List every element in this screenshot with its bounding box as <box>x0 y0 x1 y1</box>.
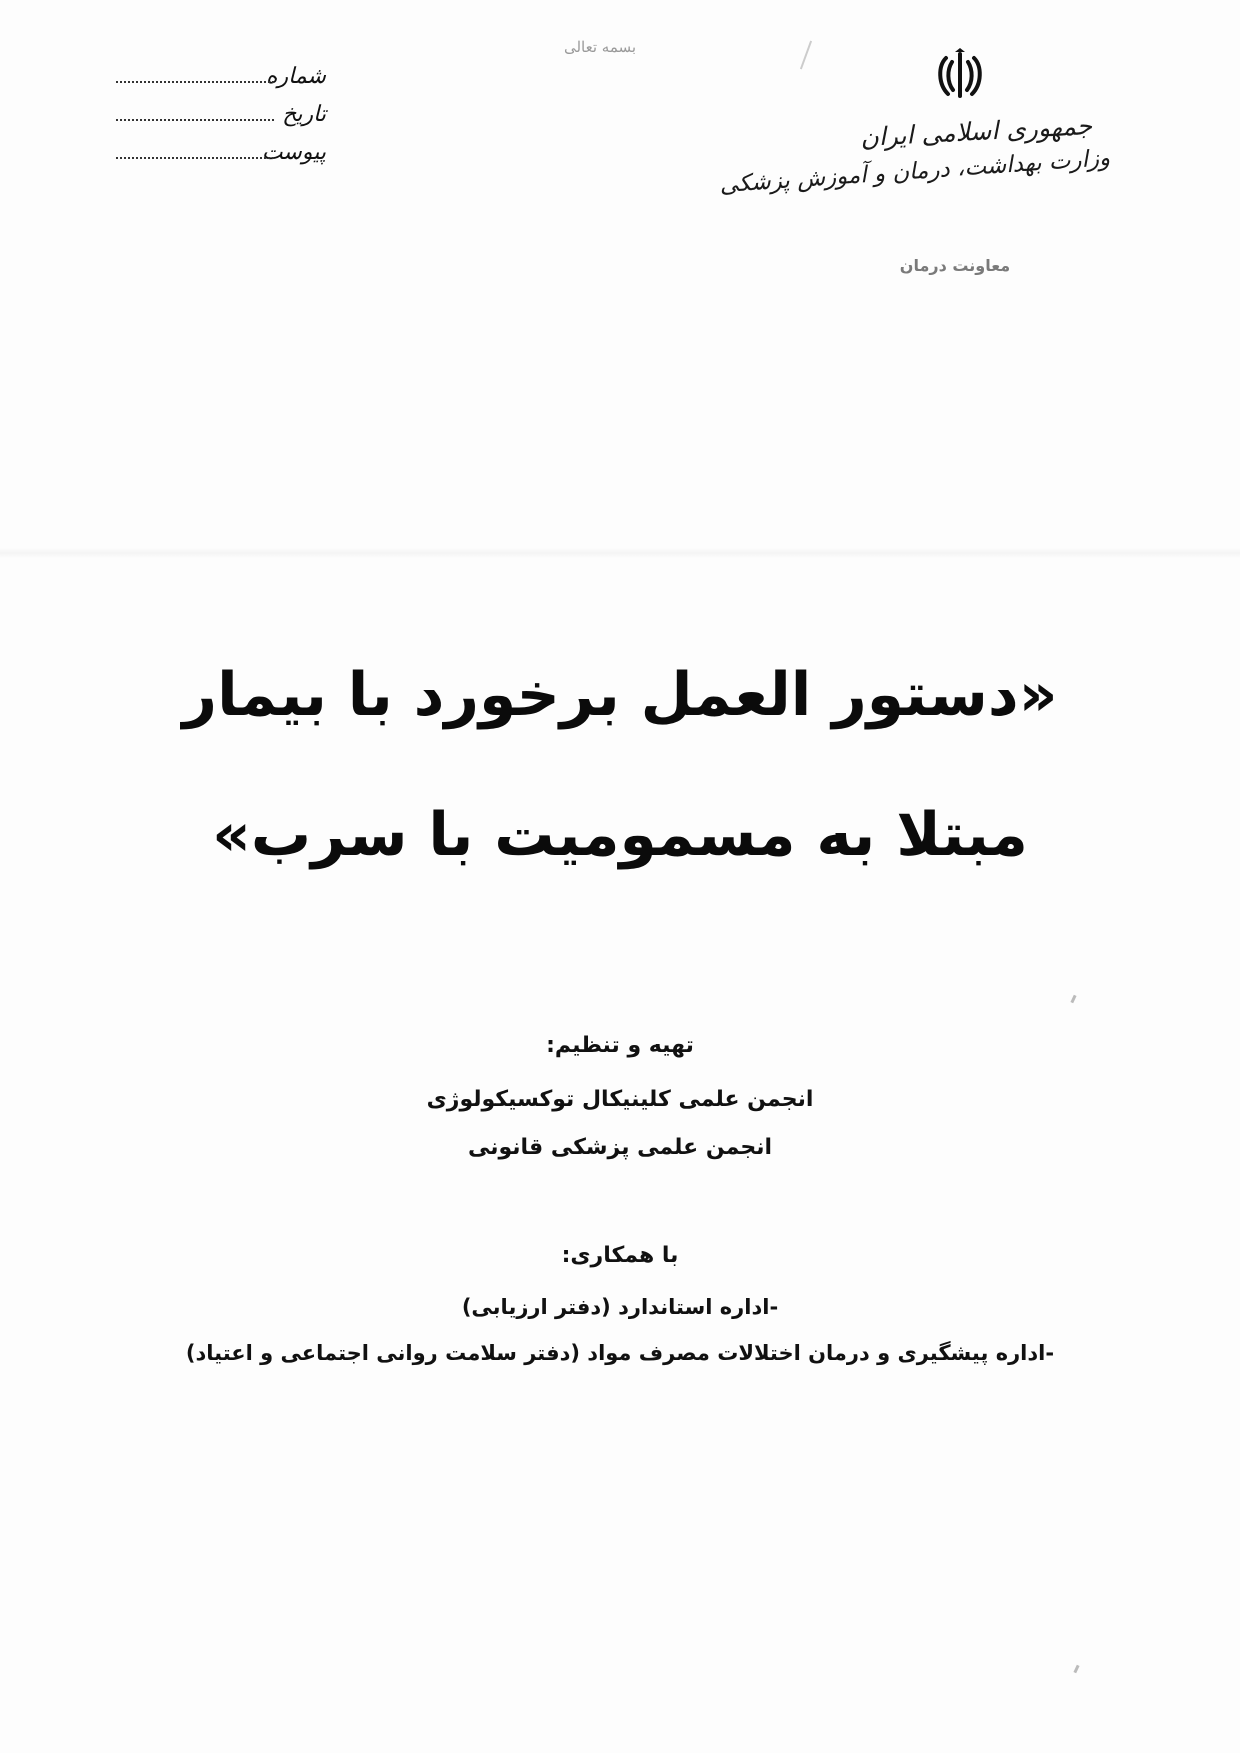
date-label: تاریخ <box>282 102 326 127</box>
title-line-2: مبتلا به مسمومیت با سرب» <box>212 800 1028 870</box>
prepared-by-section <box>220 1030 1020 1172</box>
number-dotted-line <box>116 67 274 83</box>
attachment-dotted-line <box>116 143 274 159</box>
paper-speck <box>1070 995 1076 1004</box>
republic-name: جمهوری اسلامی ایران <box>859 110 1093 153</box>
collaboration-section <box>160 1238 1080 1376</box>
deputy-name: معاونت درمان <box>899 256 1011 275</box>
date-dotted-line <box>116 105 274 121</box>
collaboration-heading: با همکاری: <box>561 1243 679 1268</box>
document-title <box>120 625 1120 905</box>
prepared-by-org-1: انجمن علمی کلینیکال توکسیکولوژی <box>426 1087 814 1112</box>
ministry-name: وزارت بهداشت، درمان و آموزش پزشکی <box>718 145 1111 199</box>
number-label: شماره <box>265 64 326 89</box>
number-row <box>116 64 326 102</box>
basmala: بسمه تعالی <box>563 38 637 56</box>
letter-meta <box>116 64 326 178</box>
date-row <box>116 102 326 140</box>
attachment-row <box>116 140 326 178</box>
iran-emblem-icon <box>932 48 988 104</box>
prepared-by-org-2: انجمن علمی پزشکی قانونی <box>467 1135 773 1160</box>
collaboration-item-2: -اداره پیشگیری و درمان اختلالات مصرف مواد (دفتر سلامت روانی اجتماعی و اعتیاد) <box>185 1341 1055 1365</box>
ministry-letterhead <box>718 110 1111 199</box>
title-line-1: «دستور العمل برخورد با بیمار <box>182 660 1058 730</box>
attachment-label: پیوست <box>261 140 326 165</box>
paper-fold-line <box>0 548 1240 558</box>
prepared-by-heading: تهیه و تنظیم: <box>546 1033 694 1058</box>
paper-mark <box>800 41 812 70</box>
collaboration-item-1: -اداره استاندارد (دفتر ارزیابی) <box>461 1295 779 1319</box>
paper-speck <box>1073 1665 1079 1674</box>
